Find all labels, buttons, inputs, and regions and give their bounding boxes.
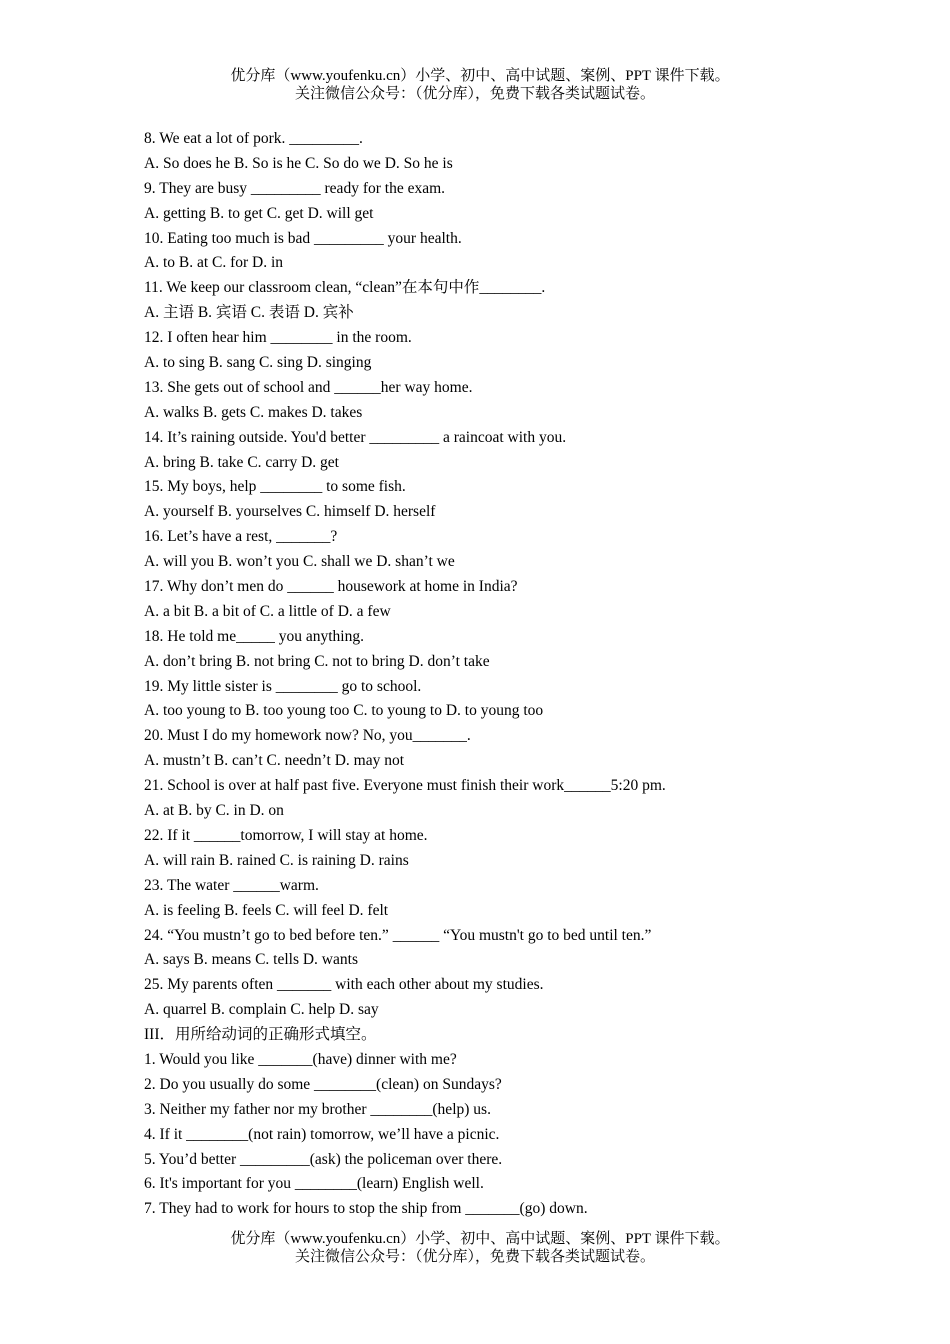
question-text: 12. I often hear him ________ in the room. <box>144 329 412 347</box>
answer-options: A. mustn’t B. can’t C. needn’t D. may not <box>144 752 405 770</box>
header-line-2: 关注微信公众号：（优分库），免费下载各类试题试卷。 <box>294 86 655 102</box>
answer-options: A. getting B. to get C. get D. will get <box>144 204 374 222</box>
answer-options: A. a bit B. a bit of C. a little of D. a few <box>144 602 391 620</box>
question-text: 7. They had to work for hours to stop the ship from _______(go) down. <box>144 1200 588 1218</box>
question-text: 5. You’d better _________(ask) the policeman over there. <box>144 1150 503 1168</box>
question-text: 3. Neither my father nor my brother ________(help) us. <box>144 1100 491 1118</box>
answer-options: A. 主语 B. 宾语 C. 表语 D. 宾补 <box>144 304 354 322</box>
answer-options: A. at B. by C. in D. on <box>144 802 284 820</box>
answer-options: A. quarrel B. complain C. help D. say <box>144 1001 379 1019</box>
answer-options: A. don’t bring B. not bring C. not to bring D. don’t take <box>144 652 490 670</box>
answer-options: A. will rain B. rained C. is raining D. rains <box>144 851 409 869</box>
section-heading: III．用所给动词的正确形式填空。 <box>144 1026 377 1044</box>
answer-options: A. to B. at C. for D. in <box>144 254 284 272</box>
question-text: 11. We keep our classroom clean, “clean”在本句中作________. <box>144 279 546 297</box>
question-text: 8. We eat a lot of pork. _________. <box>144 130 363 147</box>
answer-options: A. to sing B. sang C. sing D. singing <box>144 354 372 372</box>
question-text: 6. It's important for you ________(learn) English well. <box>144 1175 484 1193</box>
footer-line-1: 优分库（www.youfenku.cn）小学、初中、高中试题、案例、PPT 课件下载。 <box>230 1231 730 1247</box>
answer-options: A. bring B. take C. carry D. get <box>144 453 339 471</box>
question-text: 10. Eating too much is bad _________ your health. <box>144 229 462 247</box>
answer-options: A. too young to B. too young too C. to young to D. to young too <box>144 702 544 720</box>
page-header <box>0 67 950 103</box>
question-text: 9. They are busy _________ ready for the exam. <box>144 179 446 197</box>
answer-options: A. is feeling B. feels C. will feel D. felt <box>144 901 389 919</box>
question-text: 24. “You mustn’t go to bed before ten.” ______ “You mustn't go to bed until ten.” <box>144 926 652 944</box>
answer-options: A. will you B. won’t you C. shall we D. shan’t we <box>144 553 455 571</box>
question-text: 4. If it ________(not rain) tomorrow, we’ll have a picnic. <box>144 1125 500 1143</box>
question-text: 23. The water ______warm. <box>144 876 319 894</box>
question-text: 22. If it ______tomorrow, I will stay at home. <box>144 826 428 844</box>
question-text: 25. My parents often _______ with each other about my studies. <box>144 976 544 994</box>
question-text: 2. Do you usually do some ________(clean) on Sundays? <box>144 1075 502 1093</box>
question-text: 14. It’s raining outside. You'd better _________ a raincoat with you. <box>144 428 567 446</box>
answer-options: A. says B. means C. tells D. wants <box>144 951 358 969</box>
question-text: 21. School is over at half past five. Everyone must finish their work______5:20 pm. <box>144 777 666 795</box>
question-text: 16. Let’s have a rest, _______? <box>144 528 338 546</box>
answer-options: A. So does he B. So is he C. So do we D. So he is <box>144 154 453 172</box>
exercise-content <box>144 127 864 1222</box>
question-text: 19. My little sister is ________ go to school. <box>144 677 422 695</box>
question-text: 1. Would you like _______(have) dinner with me? <box>144 1050 457 1068</box>
question-text: 17. Why don’t men do ______ housework at home in India? <box>144 578 518 596</box>
question-text: 15. My boys, help ________ to some fish. <box>144 478 406 496</box>
header-line-1: 优分库（www.youfenku.cn）小学、初中、高中试题、案例、PPT 课件下载。 <box>230 68 730 84</box>
answer-options: A. walks B. gets C. makes D. takes <box>144 403 363 421</box>
answer-options: A. yourself B. yourselves C. himself D. herself <box>144 503 436 521</box>
page-footer <box>0 1230 950 1266</box>
question-text: 20. Must I do my homework now? No, you_______. <box>144 727 471 745</box>
question-text: 13. She gets out of school and ______her way home. <box>144 378 473 396</box>
question-text: 18. He told me_____ you anything. <box>144 627 364 645</box>
footer-line-2: 关注微信公众号：（优分库），免费下载各类试题试卷。 <box>294 1249 655 1265</box>
